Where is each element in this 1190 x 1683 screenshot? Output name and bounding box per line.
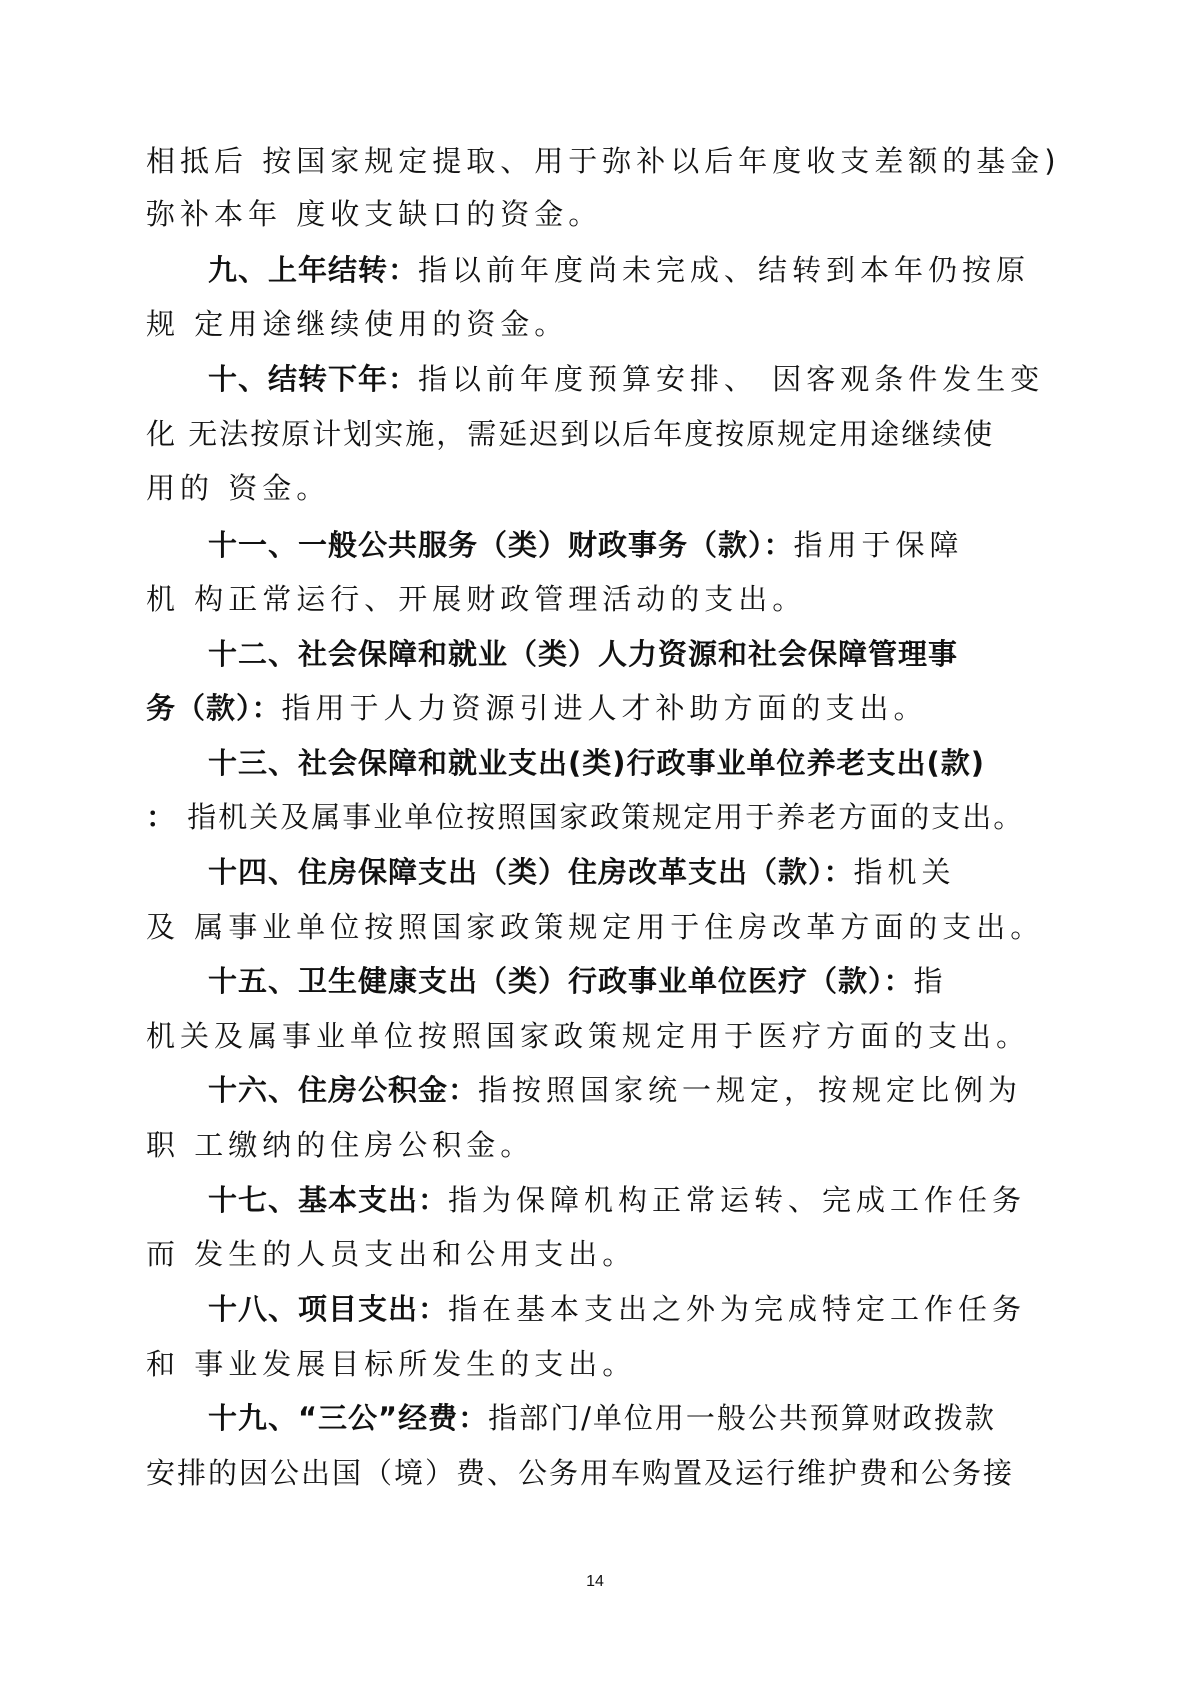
term-heading: 九、上年结转：: [208, 253, 419, 287]
paragraph-line: [146, 1447, 1046, 1499]
paragraph-line: [146, 135, 1061, 187]
term-heading: 十七、基本支出：: [208, 1183, 449, 1217]
line-text: 弥补本年 度收支缺口的资金。: [146, 197, 603, 231]
term-heading: 十一、一般公共服务（类）财政事务（款）：: [208, 528, 794, 562]
term-heading: 十五、卫生健康支出（类）行政事业单位医疗（款）：: [208, 964, 914, 998]
line-text: 规 定用途继续使用的资金。: [146, 307, 569, 341]
paragraph-line: [146, 1010, 1046, 1062]
paragraph-line: [208, 846, 1108, 898]
paragraph-line: [146, 901, 1046, 953]
term-heading: 十四、住房保障支出（类）住房改革支出（款）：: [208, 855, 854, 889]
line-text: 安排的因公出国（境）费、公务用车购置及运行维护费和公务接: [146, 1456, 1015, 1490]
paragraph-line: [208, 1392, 1108, 1444]
paragraph-line: [146, 462, 1046, 514]
paragraph-line: [146, 1338, 1046, 1390]
line-text: 指按照国家统一规定，按规定比例为: [478, 1073, 1023, 1107]
paragraph-line: [208, 1174, 1108, 1226]
term-heading: 十九、“三公”经费：: [208, 1401, 489, 1435]
line-text: 指为保障机构正常运转、完成工作任务: [448, 1183, 1027, 1217]
line-text: 机关及属事业单位按照国家政策规定用于医疗方面的支出。: [146, 1019, 1031, 1053]
line-text: 相抵后 按国家规定提取、用于弥补以后年度收支差额的基金): [146, 144, 1061, 178]
paragraph-line: [208, 353, 1108, 405]
paragraph-line: [146, 1119, 1046, 1171]
line-text: 指部门/单位用一般公共预算财政拨款: [488, 1401, 996, 1435]
paragraph-line: [208, 1283, 1108, 1335]
term-heading: 十、结转下年：: [208, 362, 419, 396]
line-text: 指在基本支出之外为完成特定工作任务: [448, 1292, 1027, 1326]
paragraph-line: [208, 628, 1108, 680]
line-text: 职 工缴纳的住房公积金。: [146, 1128, 535, 1162]
term-heading: ：: [146, 800, 177, 834]
line-text: 机 构正常运行、开展财政管理活动的支出。: [146, 582, 807, 616]
paragraph-line: [208, 737, 1108, 789]
line-text: 及 属事业单位按照国家政策规定用于住房改革方面的支出。: [146, 910, 1045, 944]
paragraph-line: [146, 298, 1046, 350]
line-text: 指用于保障: [793, 528, 964, 562]
paragraph-line: [146, 573, 1046, 625]
paragraph-line: [208, 955, 1108, 1007]
line-text: 指机关: [853, 855, 956, 889]
term-heading: 十八、项目支出：: [208, 1292, 449, 1326]
paragraph-line: [208, 1064, 1108, 1116]
term-heading: 务（款）：: [146, 691, 282, 725]
line-text: 而 发生的人员支出和公用支出。: [146, 1237, 637, 1271]
line-text: 指机关及属事业单位按照国家政策规定用于养老方面的支出。: [176, 800, 1025, 834]
line-text: 化 无法按原计划实施，需延迟到以后年度按原规定用途继续使: [146, 417, 995, 451]
paragraph-line: [146, 188, 1046, 240]
line-text: 指用于人力资源引进人才补助方面的支出。: [281, 691, 928, 725]
line-text: 指: [913, 964, 948, 998]
term-heading: 十六、住房公积金：: [208, 1073, 479, 1107]
paragraph-line: [146, 682, 1046, 734]
line-text: 指以前年度尚未完成、结转到本年仍按原: [418, 253, 1031, 287]
paragraph-line: [146, 791, 1046, 843]
page-number: 14: [586, 1573, 604, 1590]
paragraph-line: [146, 408, 1046, 460]
term-heading: 十二、社会保障和就业（类）人力资源和社会保障管理事: [208, 637, 959, 671]
line-text: 用的 资金。: [146, 471, 331, 505]
line-text: 指以前年度预算安排、 因客观条件发生变: [418, 362, 1045, 396]
line-text: 和 事业发展目标所发生的支出。: [146, 1347, 637, 1381]
paragraph-line: [146, 1228, 1046, 1280]
paragraph-line: [208, 519, 1108, 571]
term-heading: 十三、社会保障和就业支出(类)行政事业单位养老支出(款): [208, 746, 986, 780]
paragraph-line: [208, 244, 1108, 296]
